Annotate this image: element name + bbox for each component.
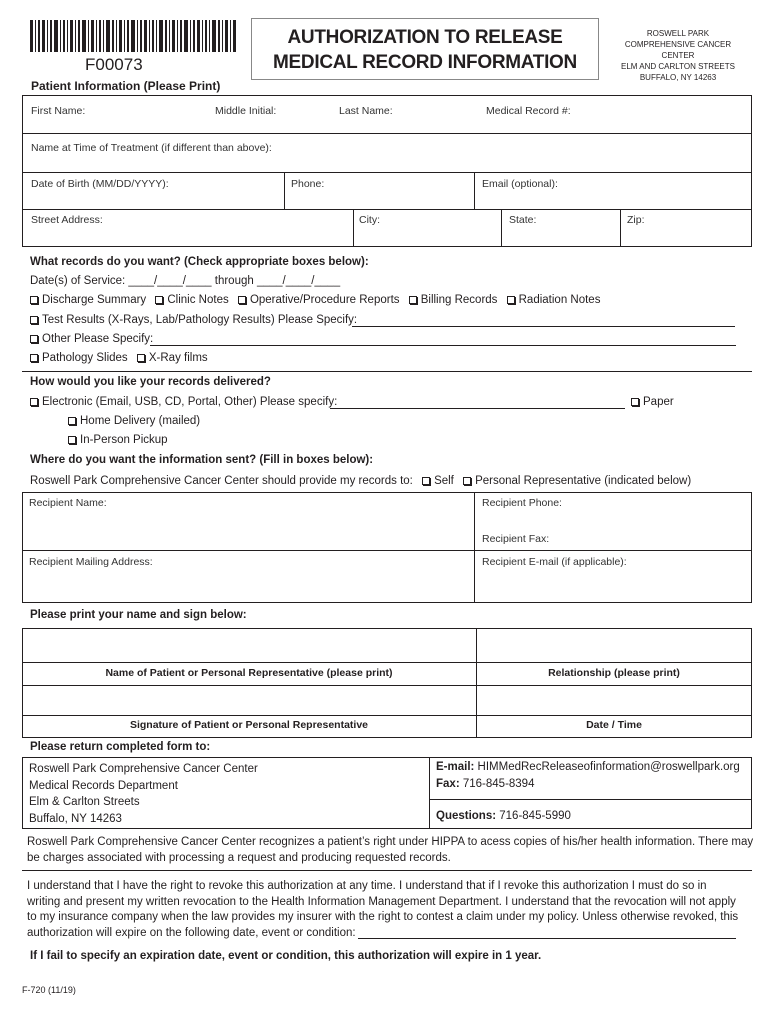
return-fax <box>436 778 534 790</box>
operative-checkbox[interactable] <box>238 294 400 306</box>
divider <box>620 209 621 247</box>
street-field[interactable]: Street Address: <box>31 214 103 226</box>
electronic-checkbox[interactable] <box>30 396 337 408</box>
clinic-checkbox[interactable] <box>155 294 228 306</box>
electronic-specify-line[interactable] <box>330 408 625 409</box>
divider <box>22 662 752 663</box>
org-line: ELM AND CARLTON STREETS <box>621 62 735 71</box>
checkbox-icon[interactable] <box>507 296 515 304</box>
test-results-specify-line[interactable] <box>352 326 735 327</box>
return-address-line: Medical Records Department <box>29 779 178 792</box>
revocation-notice <box>27 879 738 941</box>
first-name-field[interactable]: First Name: <box>31 105 86 117</box>
in-person-pickup-checkbox[interactable] <box>68 434 168 446</box>
divider <box>22 870 752 871</box>
checkbox-icon[interactable] <box>422 477 430 485</box>
divider <box>429 799 752 800</box>
divider <box>22 172 752 173</box>
name-at-treatment-field[interactable]: Name at Time of Treatment (if different than above): <box>31 142 272 154</box>
discharge-label: Discharge Summary <box>42 294 147 306</box>
other-specify-line[interactable] <box>150 345 736 346</box>
checkbox-icon[interactable] <box>238 296 246 304</box>
relationship-caption: Relationship (please print) <box>548 667 680 679</box>
email-field[interactable]: Email (optional): <box>482 178 558 190</box>
checkbox-icon[interactable] <box>30 354 38 362</box>
return-title: Please return completed form to: <box>30 741 211 753</box>
recipient-email-field[interactable]: Recipient E-mail (if applicable): <box>482 556 627 568</box>
discharge-checkbox[interactable] <box>30 294 146 306</box>
provide-records-text: Roswell Park Comprehensive Cancer Center should provide my records to: <box>30 475 413 487</box>
divider <box>474 172 475 209</box>
xray-checkbox[interactable] <box>137 352 208 364</box>
destination-question: Where do you want the information sent? (Fill in boxes below): <box>30 454 374 466</box>
rep-label: Personal Representative (indicated below) <box>475 475 692 487</box>
mailing-address-field[interactable]: Recipient Mailing Address: <box>29 556 153 568</box>
form-title-line2: MEDICAL RECORD INFORMATION <box>273 52 577 73</box>
fax-number: 716-845-8394 <box>462 778 535 790</box>
divider <box>474 492 475 603</box>
questions-number: 716-845-5990 <box>499 810 571 822</box>
checkbox-icon[interactable] <box>155 296 163 304</box>
paper-label: Paper <box>643 396 674 408</box>
other-checkbox[interactable] <box>30 333 153 345</box>
form-title-line1: AUTHORIZATION TO RELEASE <box>287 27 563 48</box>
checkbox-icon[interactable] <box>409 296 417 304</box>
middle-initial-field[interactable]: Middle Initial: <box>215 105 277 117</box>
notice-line: I understand that I have the right to revoke this authorization at any time. I understand that if I revoke this authorization I must do so in <box>27 880 707 892</box>
divider <box>22 715 752 716</box>
clinic-label: Clinic Notes <box>167 294 229 306</box>
home-delivery-label: Home Delivery (mailed) <box>80 415 201 427</box>
date-caption: Date / Time <box>586 719 642 731</box>
delivery-question: How would you like your records delivered? <box>30 376 271 388</box>
form-code: F00073 <box>85 55 143 74</box>
checkbox-icon[interactable] <box>631 398 639 406</box>
rep-checkbox[interactable] <box>463 475 691 487</box>
other-label: Other Please Specify: <box>42 333 154 345</box>
provide-records-row <box>30 475 691 487</box>
divider <box>22 550 752 551</box>
home-delivery-checkbox[interactable] <box>68 415 200 427</box>
paper-checkbox[interactable] <box>631 396 674 408</box>
test-results-checkbox[interactable] <box>30 314 357 326</box>
questions-label: Questions: <box>436 810 497 822</box>
in-person-pickup-label: In-Person Pickup <box>80 434 168 446</box>
xray-label: X-Ray films <box>148 352 208 364</box>
fax-label: Fax: <box>436 778 460 790</box>
records-checkbox-row-1 <box>30 294 600 306</box>
email-link[interactable]: HIMMedRecReleaseofinformation@roswellpark.org <box>477 761 740 773</box>
radiation-checkbox[interactable] <box>507 294 601 306</box>
patient-section-title: Patient Information (Please Print) <box>31 79 221 93</box>
divider <box>284 172 285 209</box>
self-checkbox[interactable] <box>422 475 454 487</box>
recipient-phone-field[interactable]: Recipient Phone: <box>482 497 562 509</box>
signature-section-title: Please print your name and sign below: <box>30 609 247 621</box>
signature-field[interactable] <box>23 686 475 715</box>
checkbox-icon[interactable] <box>68 417 76 425</box>
name-caption: Name of Patient or Personal Representative (please print) <box>105 667 393 679</box>
checkbox-icon[interactable] <box>68 436 76 444</box>
records-checkbox-row-2 <box>30 352 208 364</box>
recipient-name-field[interactable]: Recipient Name: <box>29 497 107 509</box>
barcode <box>30 20 238 52</box>
recipient-fax-field[interactable]: Recipient Fax: <box>482 533 550 545</box>
checkbox-icon[interactable] <box>30 316 38 324</box>
signature-caption: Signature of Patient or Personal Representative <box>129 719 369 731</box>
medical-record-field[interactable]: Medical Record #: <box>486 105 571 117</box>
name-print-field[interactable] <box>23 629 475 662</box>
recipient-grid <box>22 492 752 603</box>
pathology-label: Pathology Slides <box>42 352 128 364</box>
org-line: COMPREHENSIVE CANCER CENTER <box>624 40 732 60</box>
state-field[interactable]: State: <box>509 214 537 226</box>
checkbox-icon[interactable] <box>30 296 38 304</box>
operative-label: Operative/Procedure Reports <box>249 294 400 306</box>
return-address-line: Roswell Park Comprehensive Cancer Center <box>29 763 258 775</box>
notice-line: to my insurance company when the law provides my insurer with the right to contest a claim under my policy. Unless otherwise revoked, this <box>27 911 739 923</box>
divider <box>353 209 354 247</box>
records-question: What records do you want? (Check appropriate boxes below): <box>30 256 369 268</box>
divider <box>22 371 752 372</box>
checkbox-icon[interactable] <box>137 354 145 362</box>
notice-line: authorization will expire on the following date, event or condition: <box>27 926 356 939</box>
email-label: E-mail: <box>436 761 475 773</box>
divider <box>22 133 752 134</box>
divider <box>22 209 752 210</box>
city-field[interactable]: City: <box>359 214 380 226</box>
expiration-line[interactable] <box>358 938 736 939</box>
notice-line: be charges associated with processing a request and producing requested records. <box>27 852 451 864</box>
dob-field[interactable]: Date of Birth (MM/DD/YYYY): <box>31 178 169 190</box>
last-name-field[interactable]: Last Name: <box>339 105 393 117</box>
billing-checkbox[interactable] <box>409 294 498 306</box>
org-line: BUFFALO, NY 14263 <box>639 73 717 82</box>
expiry-warning: If I fail to specify an expiration date, event or condition, this authorization will expire in 1 year. <box>30 950 542 962</box>
notice-line: writing and present my written revocation to the Health Information Management Department. I understand that the revocation will not apply <box>27 895 736 908</box>
form-number: F-720 (11/19) <box>22 985 76 995</box>
return-questions <box>436 810 571 822</box>
pathology-checkbox[interactable] <box>30 352 128 364</box>
zip-field[interactable]: Zip: <box>627 214 645 226</box>
notice-line: Roswell Park Comprehensive Cancer Center recognizes a patient’s right under HIPPA to acess copies of his/her health information. There may <box>27 836 754 848</box>
checkbox-icon[interactable] <box>30 398 38 406</box>
self-label: Self <box>434 475 454 487</box>
hippa-notice <box>27 834 753 866</box>
radiation-label: Radiation Notes <box>518 294 601 306</box>
relationship-field[interactable] <box>477 629 751 662</box>
dates-of-service[interactable]: Date(s) of Service: ____/____/____ through ____/____/____ <box>30 275 341 287</box>
billing-label: Billing Records <box>420 294 498 306</box>
checkbox-icon[interactable] <box>463 477 471 485</box>
checkbox-icon[interactable] <box>30 335 38 343</box>
test-results-label: Test Results (X-Rays, Lab/Pathology Results) Please Specify: <box>42 314 358 326</box>
org-address <box>612 28 744 83</box>
electronic-label: Electronic (Email, USB, CD, Portal, Other) Please specify: <box>42 396 338 408</box>
divider <box>501 209 502 247</box>
date-time-field[interactable] <box>477 686 751 715</box>
return-address-line: Elm & Carlton Streets <box>29 796 140 808</box>
divider <box>429 757 430 829</box>
return-address <box>29 761 258 827</box>
org-line: ROSWELL PARK <box>646 29 710 38</box>
return-address-line: Buffalo, NY 14263 <box>29 812 122 825</box>
return-email <box>436 761 740 773</box>
phone-field[interactable]: Phone: <box>291 178 325 190</box>
